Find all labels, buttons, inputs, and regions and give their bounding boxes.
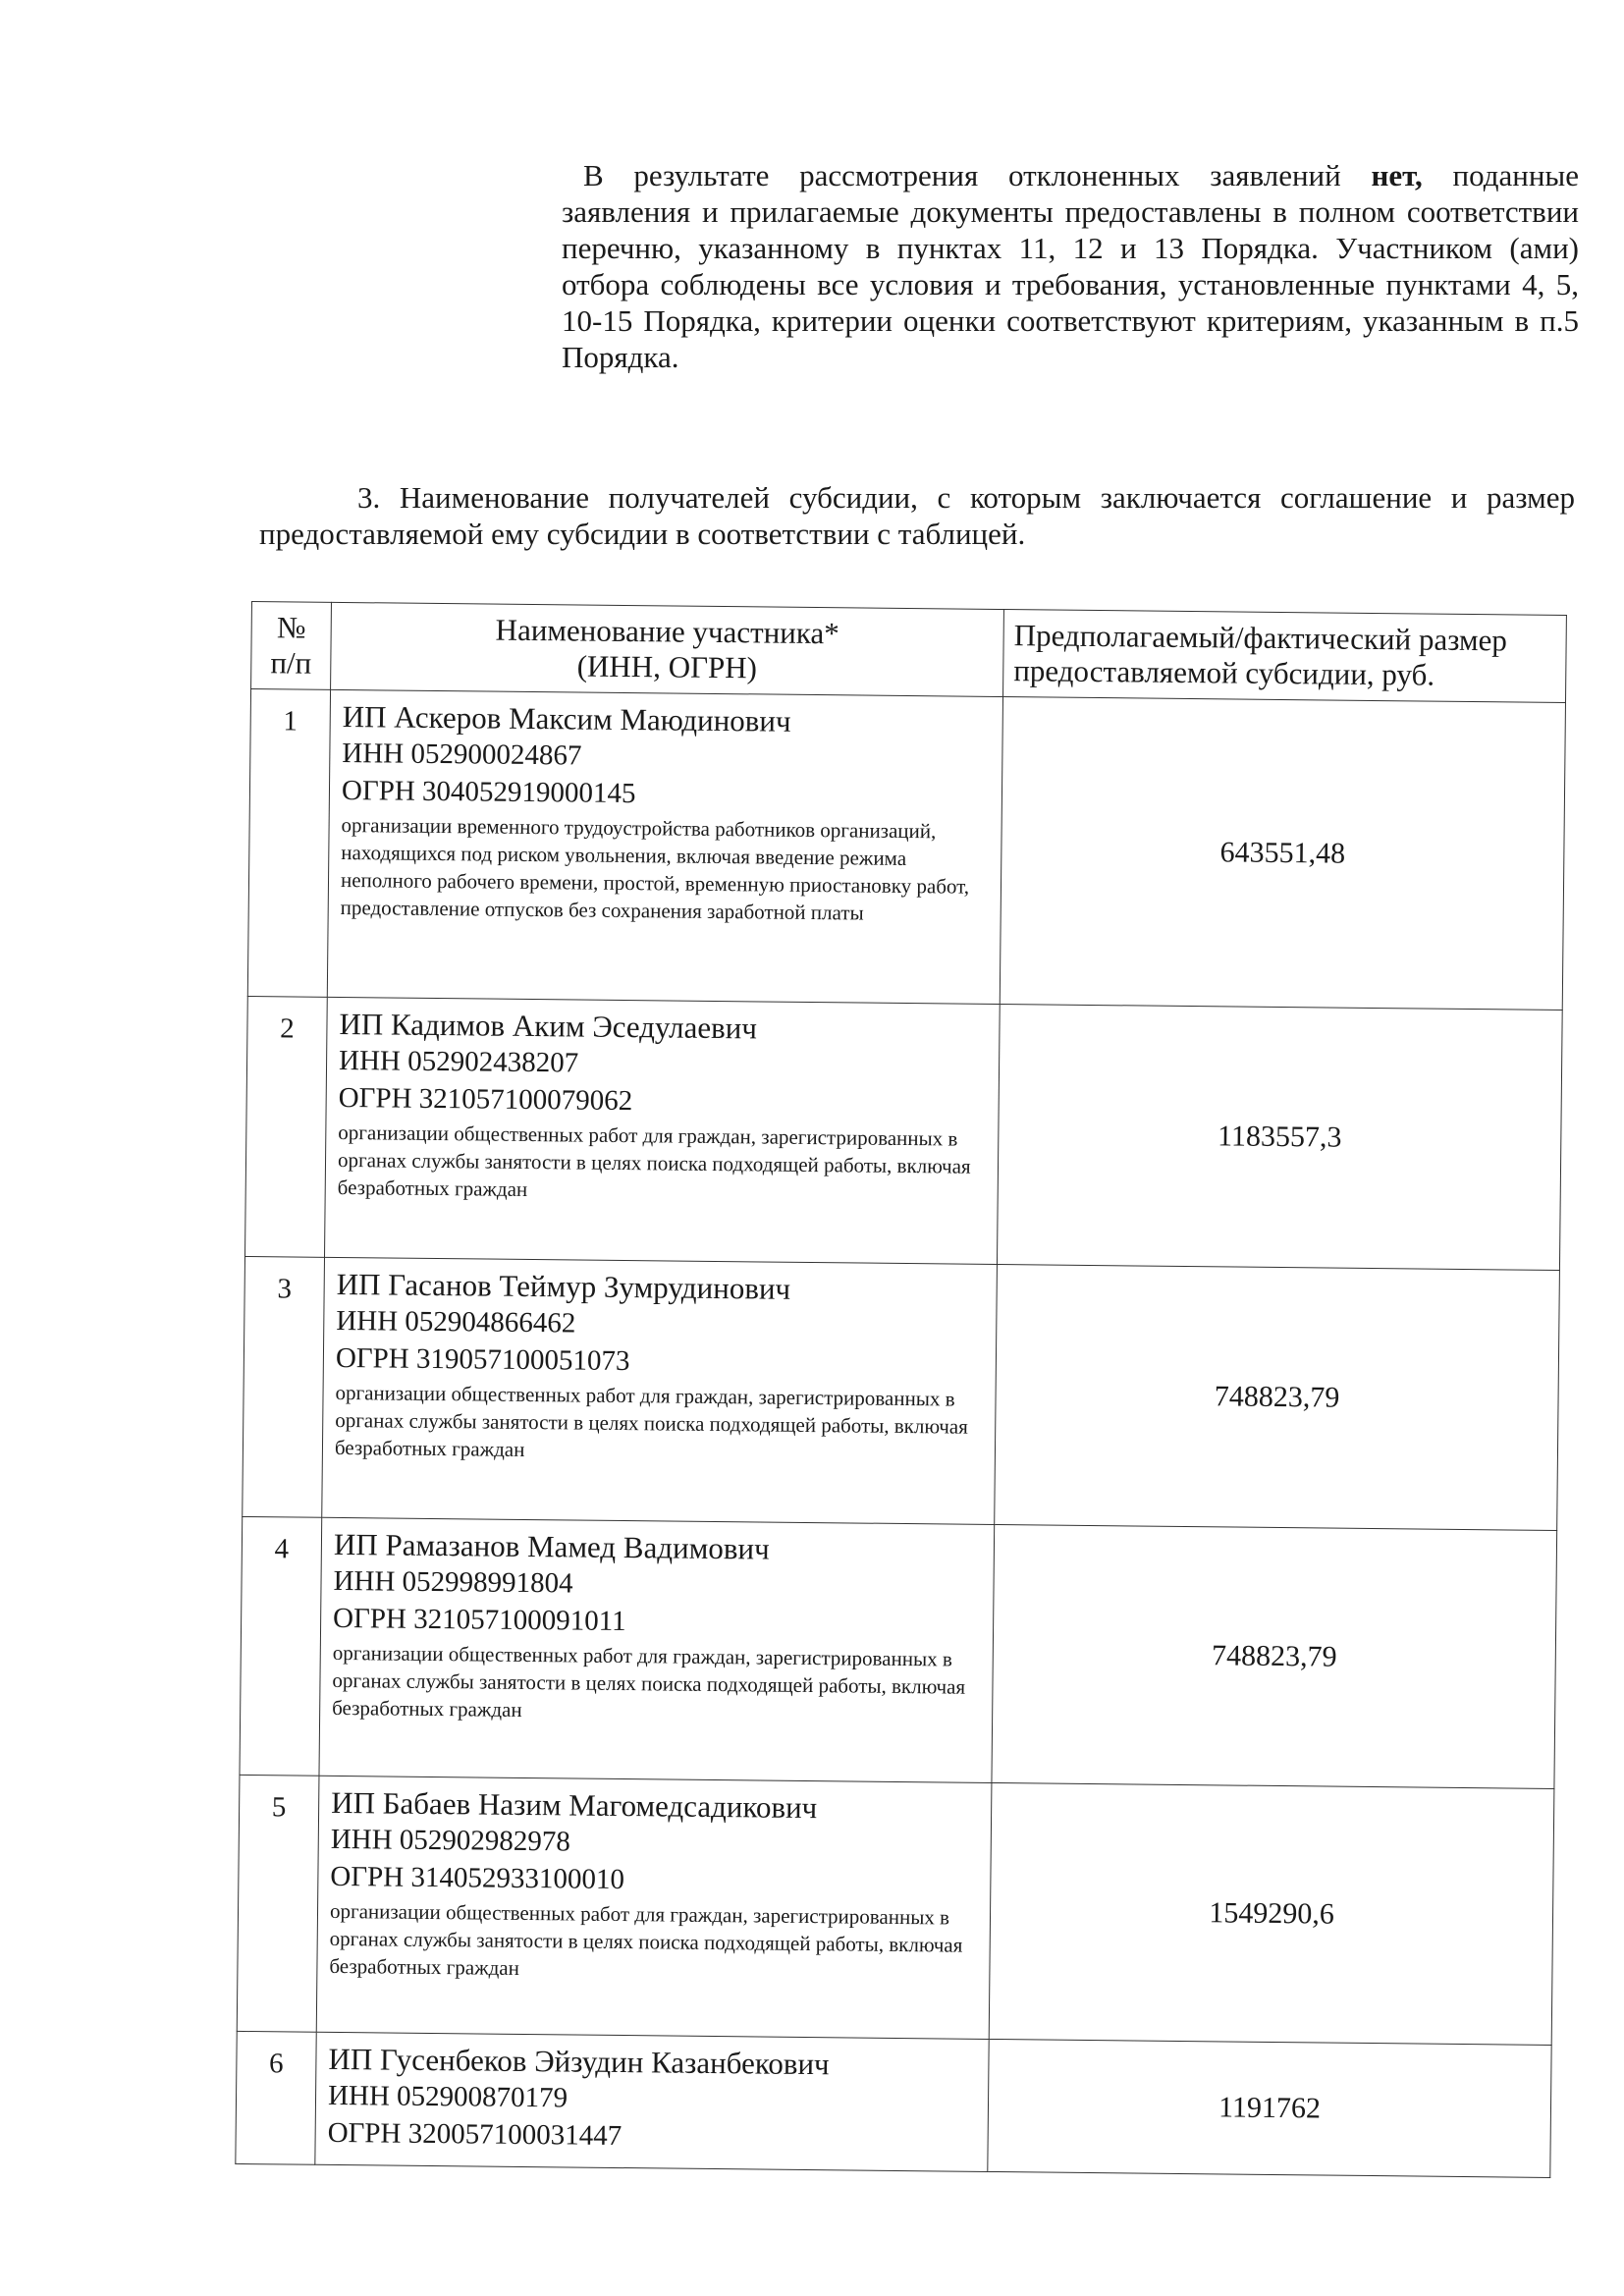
table-row (236, 2031, 1551, 2177)
result-text-start: В результате рассмотрения отклоненных заявлений (583, 158, 1372, 192)
row-num: 5 (237, 1775, 319, 2032)
participant-inn: ИНН 052902982978 (330, 1823, 571, 1858)
table-row (240, 1516, 1557, 1788)
participant-ogrn: ОГРН 320057100031447 (327, 2116, 623, 2153)
participant-name: ИП Кадимов Аким Эседулаевич (339, 1006, 758, 1046)
participant-inn: ИНН 052902438207 (338, 1044, 579, 1079)
participant-ogrn: ОГРН 321057100079062 (338, 1081, 633, 1118)
row-participant (316, 1776, 992, 2039)
participant-ogrn: ОГРН 321057100091011 (332, 1602, 626, 1638)
header-amount: Предполагаемый/фактический размер предоставляемой субсидии, руб. (1003, 610, 1567, 703)
result-bold-word: нет, (1371, 158, 1423, 192)
participant-description: организации общественных работ для граждан, зарегистрированных в органах службы занятости в целях поиска подходящей работы, включая безработных граждан (334, 1380, 968, 1461)
row-participant (325, 997, 1001, 1264)
table-row (245, 996, 1563, 1270)
result-text-end: поданные заявления и прилагаемые документы предоставлены в полном соответствии перечню, указанному в пунктах 11, 12 и 13 Порядка. Участником (ами) отбора соблюдены все условия и требования, установленные пунктами 4, 5, 10-15 Порядка, критерии оценки соответствуют критериям, указанным в п.5 Порядка. (562, 158, 1579, 374)
participant-inn: ИНН 052900870179 (327, 2079, 568, 2114)
header-num: № п/п (251, 602, 332, 690)
row-participant (319, 1517, 995, 1782)
participant-description: организации общественных работ для граждан, зарегистрированных в органах службы занятости в целях поиска подходящей работы, включая безработных граждан (329, 1898, 963, 1980)
row-amount: 1191762 (988, 2039, 1551, 2177)
row-amount: 1549290,6 (989, 1782, 1554, 2045)
result-paragraph (562, 157, 1579, 375)
header-name-line1: Наименование участника* (495, 612, 839, 651)
participant-inn: ИНН 052998991804 (333, 1564, 573, 1600)
participant-name: ИП Гасанов Теймур Зумрудинович (336, 1266, 791, 1306)
participant-inn: ИНН 052900024867 (342, 737, 582, 772)
participant-ogrn: ОГРН 319057100051073 (335, 1341, 630, 1378)
row-participant (322, 1257, 998, 1524)
participant-name: ИП Бабаев Назим Магомедсадикович (331, 1784, 818, 1826)
table-header-row (251, 602, 1567, 703)
row-num: 3 (243, 1256, 325, 1517)
row-participant (315, 2032, 989, 2171)
row-participant (327, 689, 1002, 1004)
participant-description: организации общественных работ для граждан, зарегистрированных в органах службы занятости в целях поиска подходящей работы, включая безработных граждан (332, 1640, 966, 1722)
row-amount: 748823,79 (995, 1264, 1560, 1530)
participant-ogrn: ОГРН 314052933100010 (330, 1860, 625, 1896)
participant-name: ИП Рамазанов Мамед Вадимович (333, 1526, 770, 1566)
header-name-line2: (ИНН, ОГРН) (576, 648, 758, 685)
row-num: 1 (247, 689, 330, 998)
participant-name: ИП Гусенбеков Эйзудин Казанбекович (328, 2041, 830, 2082)
row-num: 6 (236, 2031, 316, 2164)
participant-inn: ИНН 052904866462 (336, 1304, 576, 1339)
table-row (243, 1256, 1560, 1530)
participant-description: организации временного трудоустройства работников организаций, находящихся под риском увольнения, включая введение режима неполного рабочего времени, простой, временную приостановку работ, предоставление отпусков без сохранения заработной платы (340, 812, 970, 925)
row-amount: 748823,79 (992, 1524, 1557, 1788)
row-amount: 643551,48 (1000, 697, 1565, 1011)
participant-name: ИП Аскеров Максим Маюдинович (342, 698, 791, 738)
recipients-table (235, 601, 1567, 2178)
row-num: 2 (245, 996, 328, 1257)
table-row (247, 689, 1565, 1011)
table-row (237, 1775, 1554, 2045)
participant-description: организации общественных работ для граждан, зарегистрированных в органах службы занятости в целях поиска подходящей работы, включая безработных граждан (337, 1120, 971, 1201)
row-num: 4 (240, 1516, 322, 1776)
header-name (331, 602, 1004, 696)
section-3-paragraph: 3. Наименование получателей субсидии, с которым заключается соглашение и размер предоставляемой ему субсидии в соответствии с таблицей. (259, 480, 1575, 551)
row-amount: 1183557,3 (997, 1005, 1562, 1271)
participant-ogrn: ОГРН 304052919000145 (341, 774, 636, 810)
